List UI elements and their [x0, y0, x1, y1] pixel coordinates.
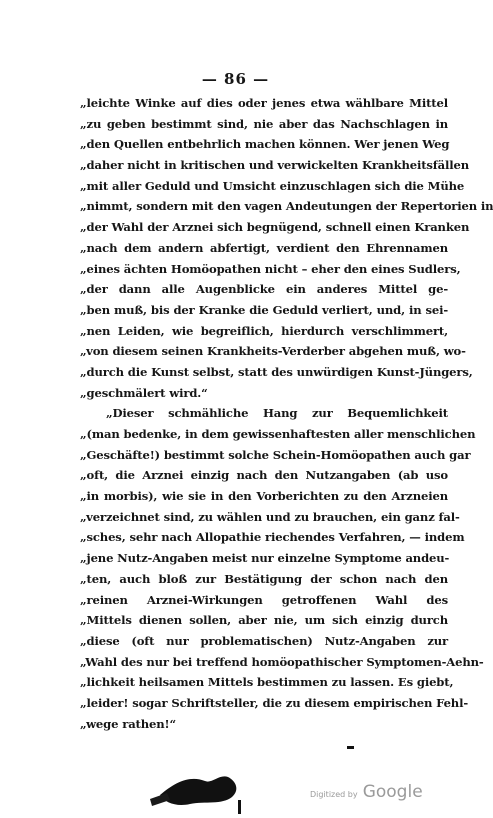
- text-line: „wege rathen!“: [80, 716, 176, 731]
- text-line: „ben muß, bis der Kranke die Geduld verliert, und, in sei-: [80, 302, 448, 317]
- text-line: „Mittels dienen sollen, aber nie, um sich einzig durch: [80, 613, 448, 628]
- text-line: „Geschäfte!) bestimmt solche Schein-Homöopathen auch gar: [80, 447, 471, 462]
- text-line: „daher nicht in kritischen und verwickelten Krankheitsfällen: [80, 158, 470, 173]
- text-line: „der Wahl der Arznei sich begnügend, schnell einen Kranken: [80, 220, 470, 235]
- text-line: „der dann alle Augenblicke ein anderes Mittel ge-: [80, 282, 448, 297]
- text-line: „reinen Arznei-Wirkungen getroffenen Wahl des: [80, 592, 448, 607]
- text-line: „diese (oft nur problematischen) Nutz-Angaben zur: [80, 633, 448, 648]
- text-line: „nen Leiden, wie begreiflich, hierdurch verschlimmert,: [80, 323, 448, 338]
- text-line: „lichkeit heilsamen Mittels bestimmen zu lassen. Es giebt,: [80, 675, 454, 690]
- text-line: „verzeichnet sind, zu wählen und zu brauchen, ein ganz fal-: [80, 509, 460, 524]
- text-line: „leider! sogar Schriftsteller, die zu diesem empirischen Fehl-: [80, 695, 469, 710]
- google-logo: Google: [362, 782, 423, 802]
- text-line: „mit aller Geduld und Umsicht einzuschlagen sich die Mühe: [80, 178, 465, 193]
- text-line: „(man bedenke, in dem gewissenhaftesten aller menschlichen: [80, 427, 476, 441]
- watermark-prefix: Digitized by: [310, 790, 358, 799]
- body-text: [80, 93, 493, 734]
- text-line: „in morbis), wie sie in den Vorberichten zu den Arzneien: [80, 489, 448, 504]
- text-line: „von diesem seinen Krankheits-Verderber abgehen muß, wo-: [80, 344, 466, 359]
- text-line: „durch die Kunst selbst, statt des unwürdigen Kunst-Jüngers,: [80, 364, 473, 379]
- digitized-by-google-watermark: [310, 782, 423, 802]
- text-line: „Dieser schmähliche Hang zur Bequemlichkeit: [106, 406, 448, 421]
- text-line: „oft, die Arznei einzig nach den Nutzangaben (ab uso: [80, 468, 448, 483]
- text-line: „sches, sehr nach Allopathie riechendes Verfahren, — indem: [80, 530, 465, 545]
- page-number: — 86 —: [201, 70, 270, 88]
- text-line: „nimmt, sondern mit den vagen Andeutungen der Repertorien in: [80, 199, 493, 214]
- text-line: „nach dem andern abfertigt, verdient den Ehrennamen: [80, 240, 448, 255]
- text-line: „ten, auch bloß zur Bestätigung der schon nach den: [80, 571, 448, 586]
- text-line: „Wahl des nur bei treffend homöopathischer Symptomen-Aehn-: [80, 654, 484, 669]
- text-line: „leichte Winke auf dies oder jenes etwa wählbare Mittel: [80, 96, 448, 110]
- text-line: „den Quellen entbehrlich machen können. Wer jenen Weg: [80, 137, 450, 152]
- text-line: „geschmälert wird.“: [80, 385, 208, 400]
- text-line: „jene Nutz-Angaben meist nur einzelne Symptome andeu-: [80, 551, 450, 566]
- text-line: „zu geben bestimmt sind, nie aber das Nachschlagen in: [80, 116, 448, 131]
- text-line: „eines ächten Homöopathen nicht – eher den eines Sudlers,: [80, 261, 461, 276]
